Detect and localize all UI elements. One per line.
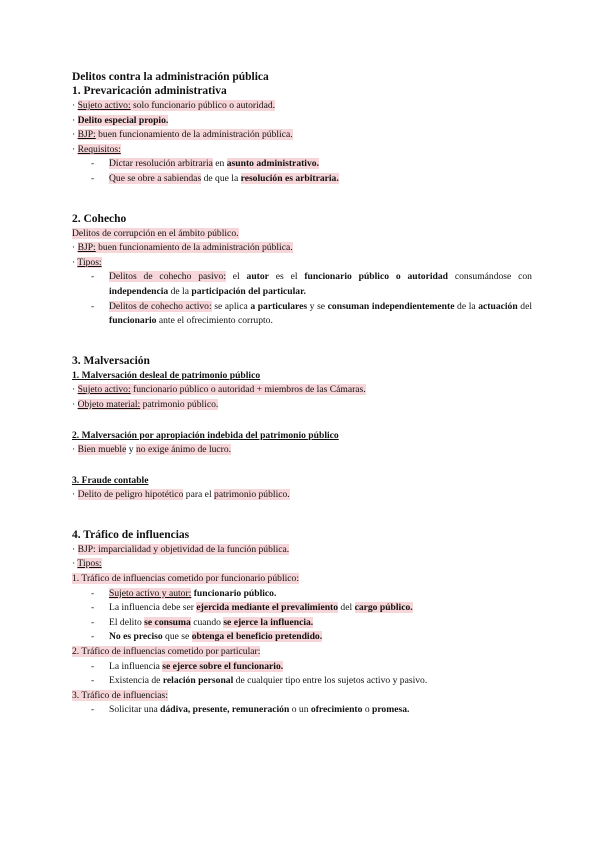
document-content xyxy=(72,70,532,718)
s1-sujeto-activo: · Sujeto activo: solo funcionario público o autoridad. xyxy=(72,100,276,111)
s2-p2-j: ante el ofrecimiento corrupto. xyxy=(156,315,273,327)
s1-req2-a: Que se obre a sabiendas xyxy=(109,172,202,184)
s4-t2-item-2 xyxy=(72,674,532,689)
s3-objeto-material: · Objeto material: patrimonio público. xyxy=(72,398,219,410)
s4-tipos: · Tipos: xyxy=(72,558,102,570)
s2-tipo-pasivo xyxy=(72,270,532,299)
s1-bjp-label: BJP: xyxy=(77,129,96,141)
s1-bjp-text: buen funcionamiento de la administración pública. xyxy=(95,129,293,141)
s4-t1-item-2 xyxy=(72,601,532,616)
s4-tipo-1 xyxy=(72,572,532,587)
s4-tipo-3 xyxy=(72,689,532,704)
spacer xyxy=(72,187,532,212)
section-heading-prevaricacion: 1. Prevaricación administrativa xyxy=(72,85,227,97)
s1-sujeto-text: solo funcionario público o autoridad. xyxy=(130,100,276,111)
s4-t1-i4-a: No es preciso xyxy=(109,631,163,643)
s4-t2-item-1 xyxy=(72,660,532,675)
s1-sujeto-label: Sujeto activo: xyxy=(77,100,131,111)
s2-p2-e: consuman independientemente xyxy=(327,300,455,312)
s2-bjp: · BJP: buen funcionamiento de la administración pública. xyxy=(72,242,293,254)
s4-t2-i1-a: La influencia xyxy=(109,660,163,672)
spacer xyxy=(72,413,532,429)
s1-req-item-1 xyxy=(72,157,532,172)
s2-bjp-text: buen funcionamiento de la administración pública. xyxy=(95,242,293,254)
s4-t2-text: 2. Tráfico de influencias cometido por particular: xyxy=(72,646,261,658)
s4-t1-i3-a: El delito xyxy=(109,616,145,628)
s3-objeto-label: Objeto material: xyxy=(77,398,141,410)
s2-intro-text: Delitos de corrupción en el ámbito público. xyxy=(72,227,239,239)
s4-t3-i1-d: ofrecimiento xyxy=(310,704,363,716)
section-heading-cohecho: 2. Cohecho xyxy=(72,212,127,225)
s1-req1-c: asunto administrativo. xyxy=(226,158,319,170)
s3-subheading-desleal: 1. Malversación desleal de patrimonio público xyxy=(72,369,261,381)
s4-t2-i1-b: se ejerce sobre el funcionario. xyxy=(162,660,284,672)
s1-delito: · Delito especial propio. xyxy=(72,114,169,126)
s4-t1-i3-b: se consuma xyxy=(144,616,191,628)
s4-t1-i2-b: ejercida mediante el prevalimiento xyxy=(196,602,339,614)
s1-req-label: Requisitos: xyxy=(77,143,121,155)
s2-p1-f: consumándose con xyxy=(447,271,532,283)
s2-p2-c: a particulares xyxy=(250,300,308,312)
s3-bien-b: y xyxy=(126,444,136,456)
s3-objeto-text: patrimonio público. xyxy=(140,398,219,410)
s3-bien-mueble: · Bien mueble y no exige ánimo de lucro. xyxy=(72,444,232,456)
s3-fraude: · Delito de peligro hipotético para el patrimonio público. xyxy=(72,489,290,501)
s4-t1-i2-a: La influencia debe ser xyxy=(109,602,197,614)
s3-subheading-apropiacion: 2. Malversación por apropiación indebida del patrimonio público xyxy=(72,429,339,441)
s4-t1-i4-b: que se xyxy=(162,631,192,643)
s4-t1-i2-c: del xyxy=(338,602,355,614)
s1-req-item-2 xyxy=(72,172,532,187)
s1-requisitos: · Requisitos: xyxy=(72,143,121,155)
s3-subheading-fraude: 3. Fraude contable xyxy=(72,474,149,486)
s3-fraude-b: para el xyxy=(183,489,215,501)
s4-tipos-label: Tipos: xyxy=(77,558,102,570)
section-heading-trafico: 4. Tráfico de influencias xyxy=(72,528,190,541)
s3-fraude-c: patrimonio público. xyxy=(214,489,290,501)
s4-t3-text: 3. Tráfico de influencias: xyxy=(72,689,168,701)
section-heading-malversacion: 3. Malversación xyxy=(72,354,150,367)
s4-t1-i2-d: cargo público. xyxy=(354,602,413,614)
s4-bjp: · BJP: imparcialidad y objetividad de la función pública. xyxy=(72,543,290,555)
s2-p1-h: de la xyxy=(168,285,192,297)
spacer xyxy=(72,329,532,354)
s4-t1-text: 1. Tráfico de influencias cometido por funcionario público: xyxy=(72,573,299,585)
s2-p2-g: actuación xyxy=(478,300,518,312)
s4-t2-i2-c: de cualquier tipo entre los sujetos activo y pasivo. xyxy=(233,675,428,687)
s2-tipos-label: Tipos: xyxy=(77,256,102,268)
s2-p2-i: funcionario xyxy=(109,315,157,327)
s2-tipo-activo xyxy=(72,300,532,329)
s2-p2-b: se aplica xyxy=(211,300,251,312)
s2-p2-h: del xyxy=(517,300,533,312)
document-title: Delitos contra la administración pública xyxy=(72,71,269,83)
s4-t3-i1-a: Solicitar una xyxy=(109,704,161,716)
s4-t1-i3-c: cuando xyxy=(190,616,224,628)
s4-bjp-text: imparcialidad y objetividad de la función pública. xyxy=(95,543,290,555)
s4-t1-i1-b: funcionario público. xyxy=(191,587,277,599)
s1-bjp: · BJP: buen funcionamiento de la administración pública. xyxy=(72,129,293,141)
s2-p1-g: independencia xyxy=(109,285,169,297)
s2-p1-c: autor xyxy=(246,271,269,283)
s3-bien-a: Bien mueble xyxy=(77,444,127,456)
s4-t1-item-4 xyxy=(72,630,532,645)
s4-t1-item-3 xyxy=(72,616,532,631)
s2-p1-b: el xyxy=(225,271,247,283)
s4-t2-i2-a: Existencia de xyxy=(109,675,163,687)
s3-sujeto-text: funcionario público o autoridad + miembros de las Cámaras. xyxy=(130,384,366,396)
s3-fraude-a: Delito de peligro hipotético xyxy=(77,489,184,501)
s2-p1-e: funcionario público o autoridad xyxy=(304,271,448,283)
s1-req2-b: de que la xyxy=(201,172,241,184)
s3-bien-c: no exige ánimo de lucro. xyxy=(135,444,232,456)
s4-t2-i2-b: relación personal xyxy=(162,675,234,687)
s4-t1-i1-a: Sujeto activo y autor: xyxy=(109,587,192,599)
spacer xyxy=(72,458,532,474)
s4-t3-i1-e: o xyxy=(362,704,373,716)
s1-req1-b: en xyxy=(212,158,227,170)
s2-p2-f: de la xyxy=(454,300,479,312)
s4-t1-item-1 xyxy=(72,587,532,602)
spacer xyxy=(72,503,532,528)
s2-intro xyxy=(72,227,532,242)
s4-tipo-2 xyxy=(72,645,532,660)
s2-bjp-label: BJP: xyxy=(77,242,96,254)
s2-p1-a: Delitos de cohecho pasivo: xyxy=(109,271,226,283)
s2-p2-a: Delitos de cohecho activo: xyxy=(109,300,212,312)
s4-bjp-label: BJP: xyxy=(77,543,96,555)
s4-t3-i1-b: dádiva, presente, remuneración xyxy=(160,704,290,716)
s3-sujeto-activo: · Sujeto activo: funcionario público o autoridad + miembros de las Cámaras. xyxy=(72,384,366,396)
s1-req2-c: resolución es arbitraria. xyxy=(240,172,339,184)
s4-t1-i4-c: obtenga el beneficio pretendido. xyxy=(191,631,323,643)
s3-sujeto-label: Sujeto activo: xyxy=(77,384,131,396)
s2-p1-d: es el xyxy=(268,271,305,283)
s1-req1-a: Dictar resolución arbitraria xyxy=(109,158,213,170)
s2-p1-i: participación del particular. xyxy=(191,285,306,297)
s4-t3-item-1 xyxy=(72,703,532,718)
s4-t3-i1-c: o un xyxy=(289,704,311,716)
s2-tipos: · Tipos: xyxy=(72,256,102,268)
s4-t3-i1-f: promesa. xyxy=(372,704,410,716)
s4-t1-i3-d: se ejerce la influencia. xyxy=(223,616,314,628)
s2-p2-d: y se xyxy=(307,300,328,312)
s1-delito-text: Delito especial propio. xyxy=(77,114,169,126)
